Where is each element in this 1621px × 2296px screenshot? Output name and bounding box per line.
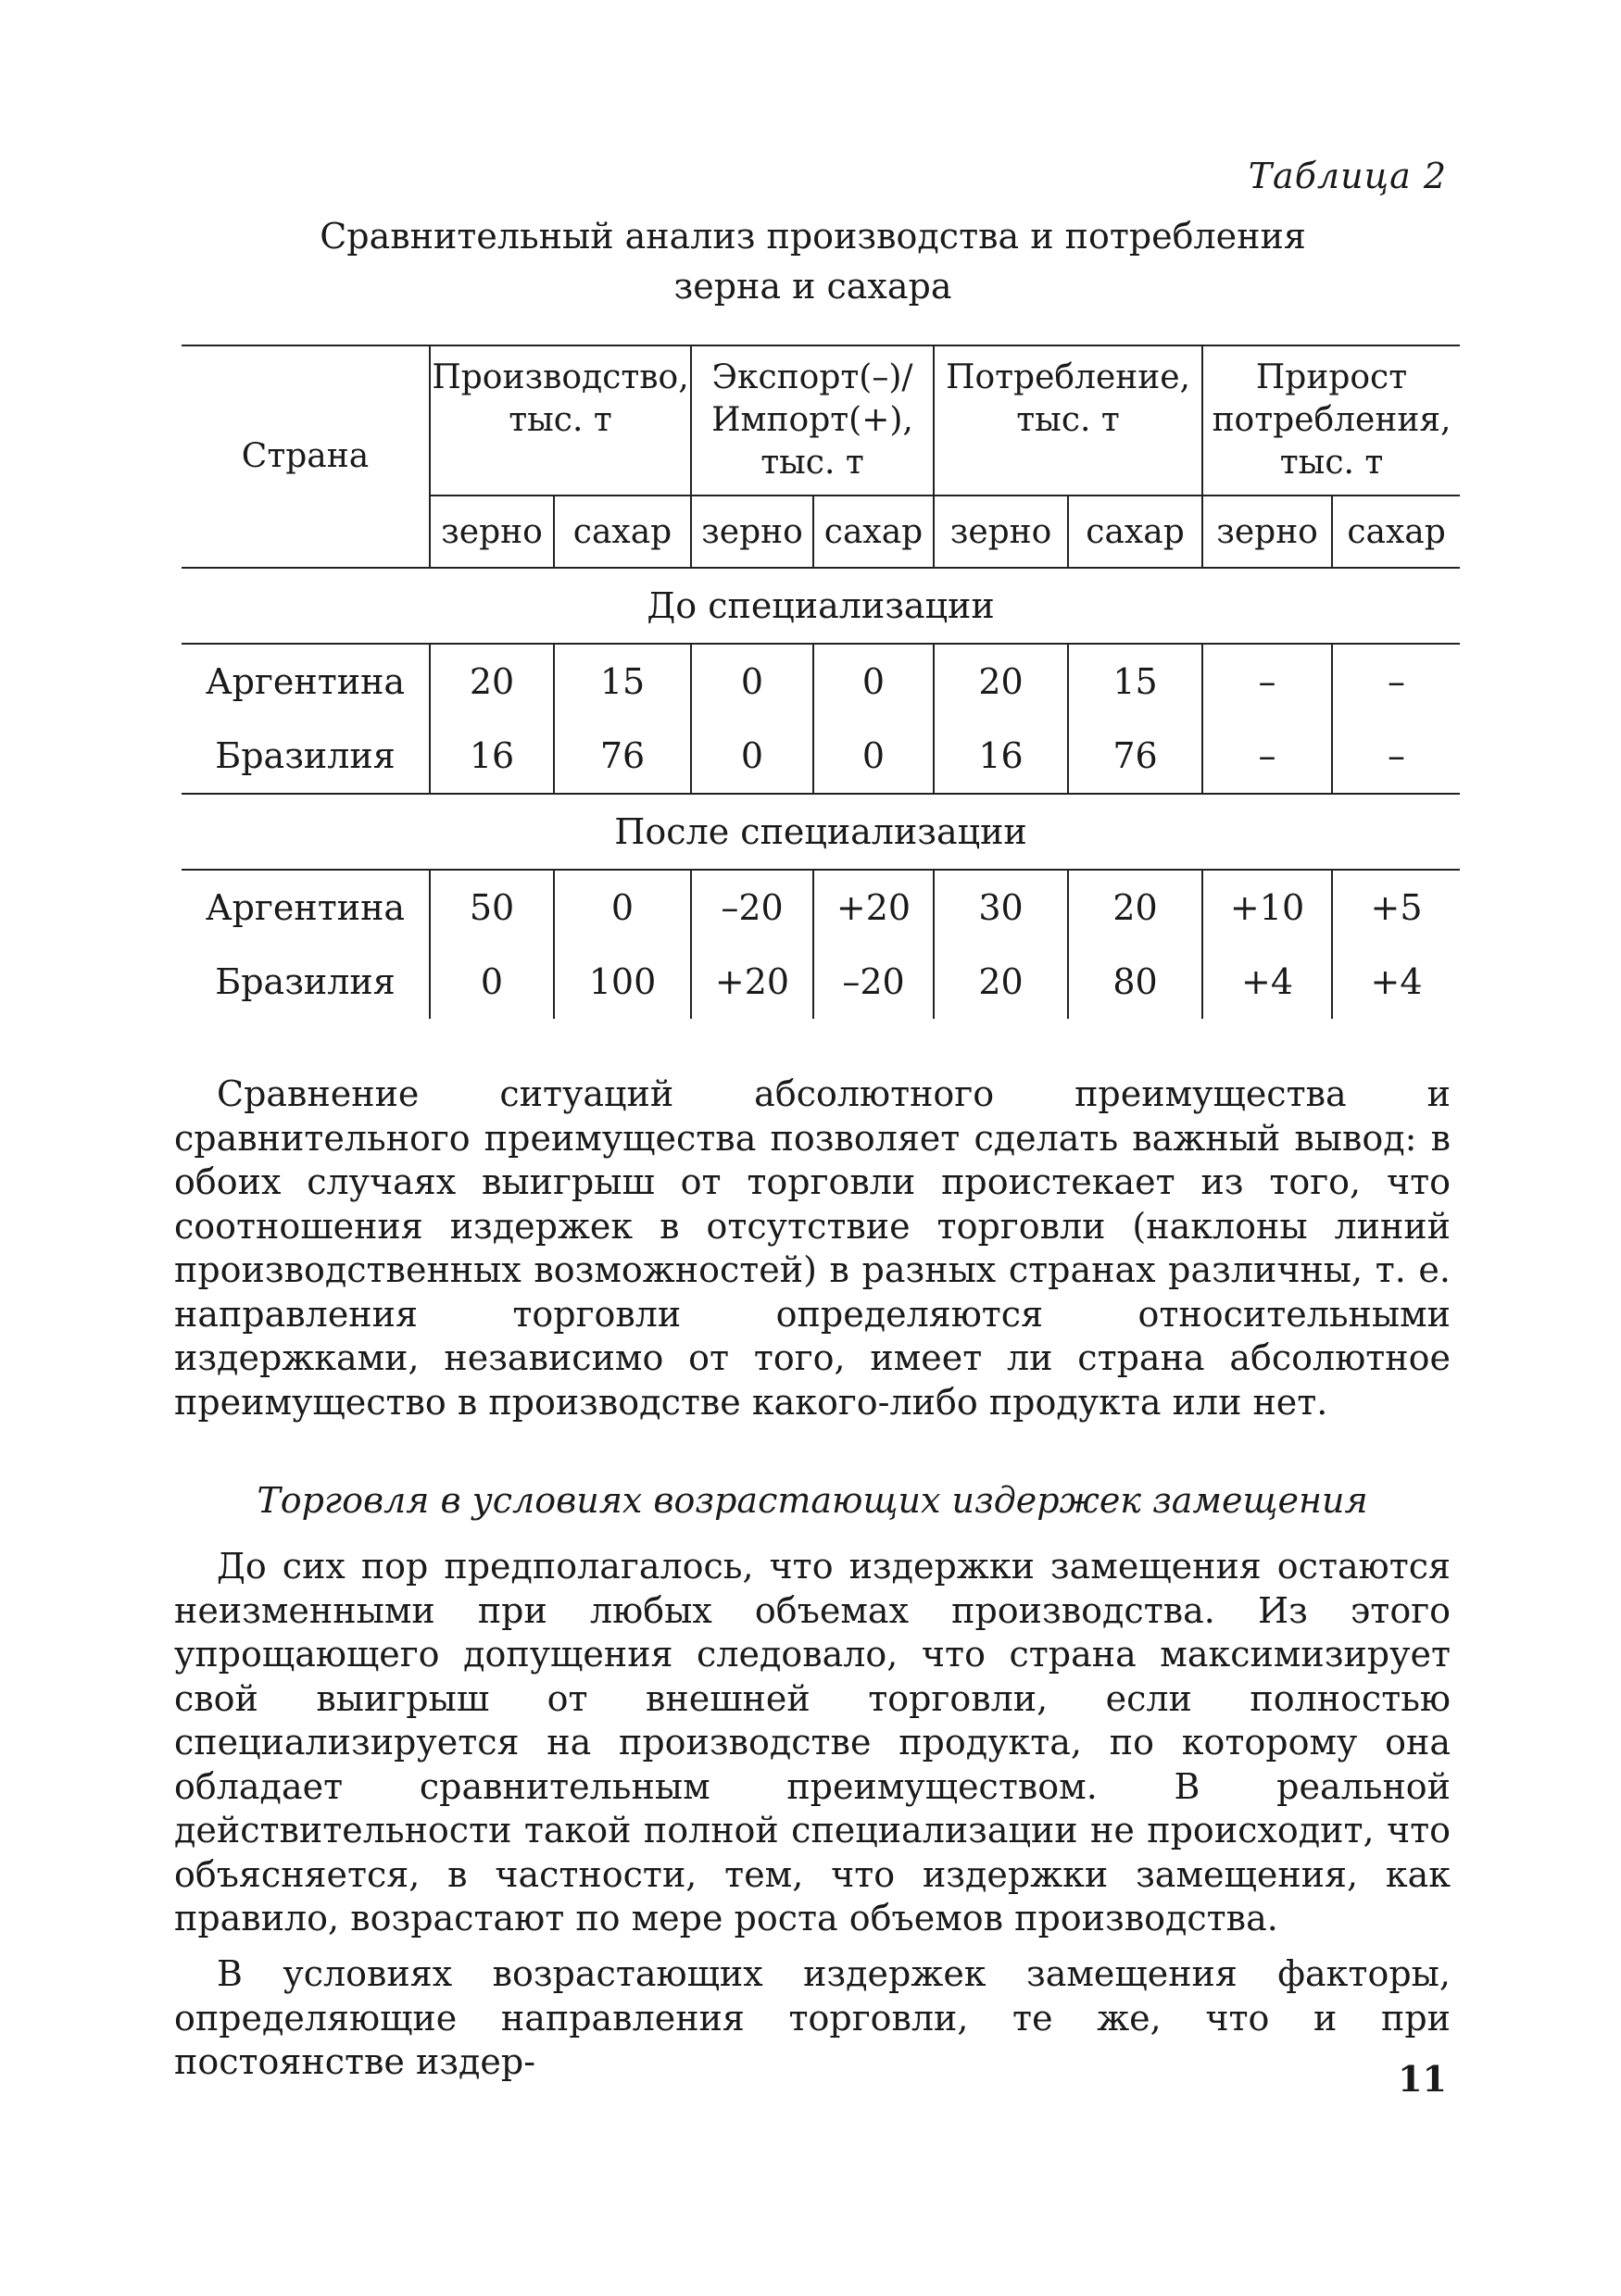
value-cell: 20: [934, 945, 1068, 1019]
subheader-cell: зерно: [691, 496, 813, 568]
group-header-consumption: Потребление, тыс. т: [934, 345, 1202, 496]
table-row: [182, 719, 1460, 794]
value-cell: +5: [1332, 870, 1460, 945]
subheader-cell: сахар: [1068, 496, 1202, 568]
country-cell: Аргентина: [205, 887, 406, 928]
value-cell: +20: [691, 945, 813, 1019]
value-cell: 16: [430, 719, 554, 794]
value-cell: +4: [1332, 945, 1460, 1019]
value-cell: 30: [934, 870, 1068, 945]
table-title-line1: Сравнительный анализ производства и потребления: [320, 216, 1306, 257]
value-cell: +20: [813, 870, 934, 945]
value-cell: 80: [1068, 945, 1202, 1019]
value-cell: +4: [1202, 945, 1332, 1019]
country-cell: Бразилия: [215, 961, 396, 1002]
group-header-consumption-growth: Прирост потребления, тыс. т: [1202, 345, 1460, 496]
group-header-production: Производство, тыс. т: [430, 345, 691, 496]
paragraph-substitution-costs: До сих пор предполагалось, что издержки замещения остаются неизменными при любых объемах производства. Из этого упрощающего допущения следовало, что страна максимизирует свой выигрыш от внешней торговли, если полностью специализируется на производстве продукта, по которому она обладает сравнительным преимуществом. В реальной действительности такой полной специализации не происходит, что объясняется, в частности, тем, что издержки замещения, как правило, возрастают по мере роста объемов производства.: [174, 1546, 1451, 1938]
value-cell: 0: [430, 945, 554, 1019]
table-row: [182, 644, 1460, 719]
section-title: До специализации: [182, 568, 1460, 644]
value-cell: +10: [1202, 870, 1332, 945]
value-cell: –: [1332, 719, 1460, 794]
paragraph-increasing-costs: В условиях возрастающих издержек замещения факторы, определяющие направления торговли, те же, что и при постоянстве издер-: [174, 1953, 1451, 2082]
country-header: Страна: [182, 345, 430, 568]
header-row: [182, 345, 1460, 496]
subheader-cell: сахар: [813, 496, 934, 568]
value-cell: –: [1202, 644, 1332, 719]
value-cell: –20: [691, 870, 813, 945]
value-cell: 0: [813, 719, 934, 794]
section-row: [182, 794, 1460, 870]
page-number: 11: [1398, 2058, 1447, 2100]
subheader-cell: зерно: [430, 496, 554, 568]
table-row: [182, 870, 1460, 945]
section-subheading: Торговля в условиях возрастающих издержек замещения: [257, 1480, 1368, 1521]
table-title-line2: зерна и сахара: [673, 266, 952, 307]
value-cell: 50: [430, 870, 554, 945]
value-cell: –: [1202, 719, 1332, 794]
table-row: [182, 945, 1460, 1019]
value-cell: 20: [1068, 870, 1202, 945]
subheader-cell: сахар: [1332, 496, 1460, 568]
value-cell: –: [1332, 644, 1460, 719]
section-row: [182, 568, 1460, 644]
table-title: [182, 211, 1444, 311]
section-title: После специализации: [182, 794, 1460, 870]
subheader-cell: зерно: [934, 496, 1068, 568]
subheader-cell: зерно: [1202, 496, 1332, 568]
value-cell: 20: [934, 644, 1068, 719]
value-cell: 20: [430, 644, 554, 719]
value-cell: 0: [554, 870, 691, 945]
value-cell: 76: [1068, 719, 1202, 794]
table-label: Таблица 2: [1248, 156, 1447, 196]
value-cell: 0: [691, 644, 813, 719]
comparison-table: [182, 345, 1460, 1019]
value-cell: 76: [554, 719, 691, 794]
value-cell: 15: [1068, 644, 1202, 719]
country-cell: Аргентина: [205, 661, 406, 702]
paragraph-comparison: Сравнение ситуаций абсолютного преимущества и сравнительного преимущества позволяет сделать важный вывод: в обоих случаях выигрыш от торговли проистекает из того, что соотношения издержек в отсутствие торговли (наклоны линий производственных возможностей) в разных странах различны, т. е. направления торговли определяются относительными издержками, независимо от того, имеет ли страна абсолютное преимущество в производстве какого-либо продукта или нет.: [174, 1073, 1451, 1423]
value-cell: 0: [691, 719, 813, 794]
value-cell: 0: [813, 644, 934, 719]
subheader-cell: сахар: [554, 496, 691, 568]
value-cell: –20: [813, 945, 934, 1019]
country-cell: Бразилия: [182, 719, 430, 794]
value-cell: 16: [934, 719, 1068, 794]
group-header-export-import: Экспорт(–)/ Импорт(+), тыс. т: [691, 345, 934, 496]
value-cell: 15: [554, 644, 691, 719]
value-cell: 100: [554, 945, 691, 1019]
